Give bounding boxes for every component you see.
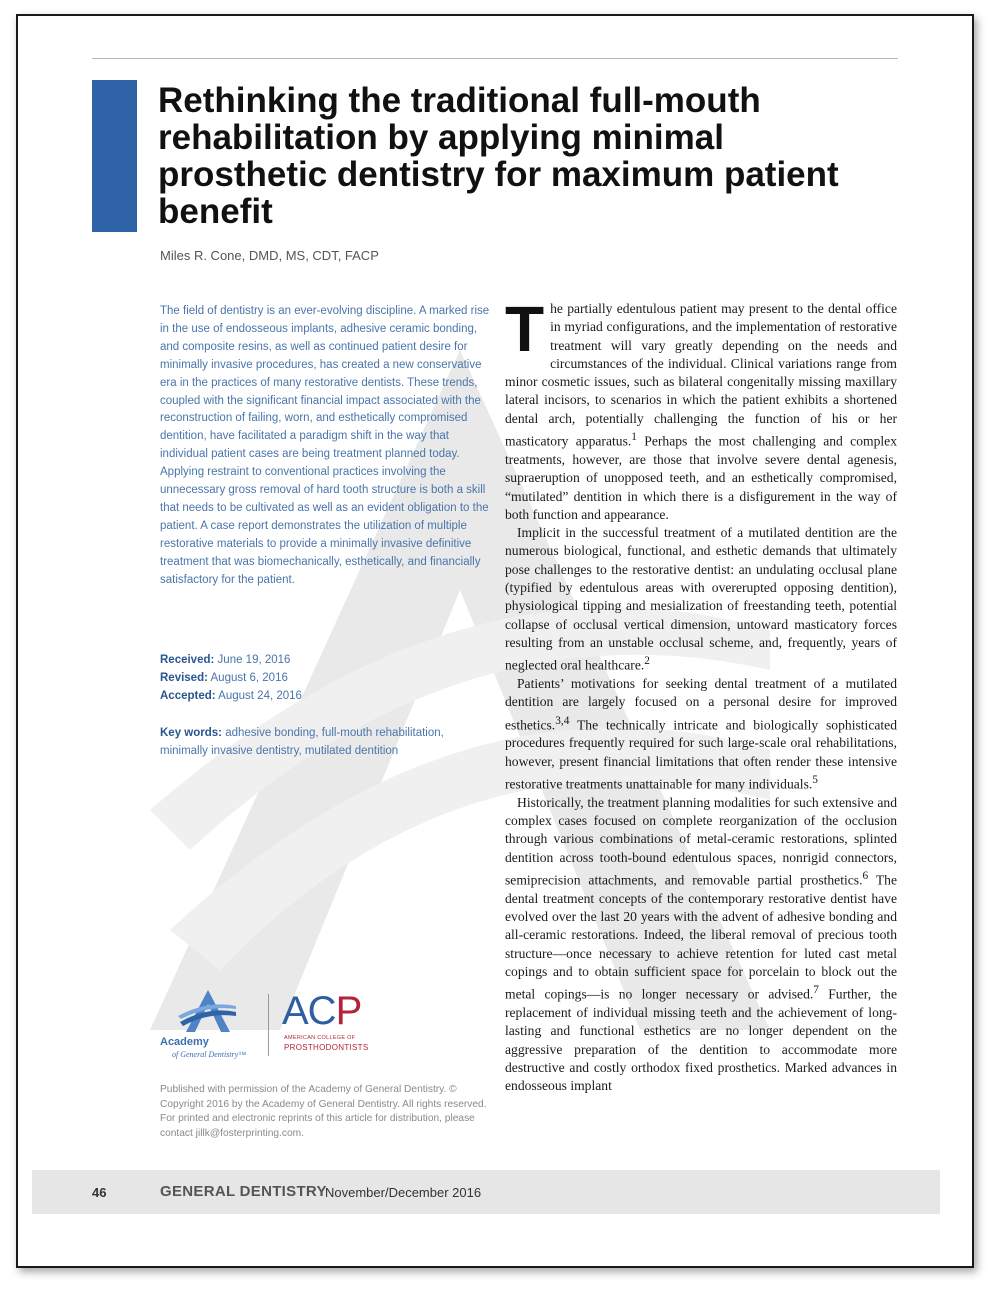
permission-notice: Published with permission of the Academy of General Dentistry. © Copyright 2016 by the Academy of General Dentistry. All rights reserved. For printed and electronic reprints of this article for distribution, please contact jillk@fosterprinting.com.: [160, 1084, 487, 1139]
article-author: Miles R. Cone, DMD, MS, CDT, FACP: [160, 248, 379, 263]
acp-line-2: PROSTHODONTISTS: [284, 1043, 369, 1052]
agd-a-icon: [178, 988, 238, 1033]
acp-line-1: AMERICAN COLLEGE OF: [284, 1035, 356, 1041]
body-paragraph-3: Patients’ motivations for seeking dental treatment of a mutilated dentition are largely focused on a personal desire for improved esthetics.$^{3,4}$ The technically intricate and biologically sophisticated procedures frequently required for such large-scale oral rehabilitations, however, present financial limitations that often render these intensive restorative treatments unattainable for many individuals.$^5$: [505, 676, 897, 792]
body-paragraph-1: The partially edentulous patient may present to the dental office in myriad configurations, and the implementation of restorative treatment will vary greatly depending on the needs and circumstances of the individual. Clinical variations range from minor cosmetic issues, such as bilateral congenitally missing maxillary lateral incisors, to scenarios in which the patient exhibits a shortened dental arch, potentially challenging the function of his or her masticatory apparatus.$^1$ Perhaps the most challenging and complex treatments, however, are those that involve severe dental agenesis, supraeruption of unopposed teeth, and an esthetically compromised, “mutilated” dentition in which there is a disfigurement in the way of both function and appearance.: [505, 293, 897, 522]
acp-letters: ACP: [282, 989, 362, 1033]
agd-logo: [160, 988, 270, 1068]
abstract: The field of dentistry is an ever-evolving discipline. A marked rise in the use of endosseous implants, adhesive ceramic bonding, and composite resins, as well as continued patient desire for minimally invasive procedures, has created a new conservative era in the practices of many restorative dentists. These trends, coupled with the significant financial impact associated with the reconstruction of failing, worn, and esthetically compromised dentition, have facilitated a paradigm shift in the way that individual patient cases are being treatment planned today. Applying restraint to conventional practices involving the unnecessary gross removal of hard tooth structure is both a skill that needs to be cultivated as well as an evident obligation to the patient. A case report demonstrates the utilization of multiple restorative materials to provide a minimally invasive definitive treatment that was biomechanically, esthetically, and financially satisfactory for the patient.: [160, 305, 490, 586]
logo-divider: [268, 994, 269, 1056]
journal-name: GENERAL DENTISTRY: [160, 1183, 327, 1200]
page-number: 46: [92, 1185, 107, 1200]
article-dates: [160, 651, 490, 705]
issue-date: November/December 2016: [325, 1185, 482, 1200]
agd-subtitle: of General Dentistry™: [172, 1050, 247, 1059]
revised-date: Revised: August 6, 2016: [160, 672, 288, 684]
body-text-column: [505, 293, 898, 1096]
agd-name: Academy: [160, 1036, 209, 1048]
drop-cap: T: [505, 293, 545, 365]
keywords: [160, 724, 490, 760]
acp-logo: [282, 988, 392, 1068]
body-paragraph-2: Implicit in the successful treatment of a mutilated dentition are the numerous biological, functional, and esthetic demands that ultimately pose challenges to the restorative dentist: an undulating occlusal plane (typified by edentulous areas with overerupted opposing dentition), physiological tipping and mesialization of freestanding teeth, potential collapse of occlusal vertical dimension, untoward masticatory forces resulting from an unstable occlusal scheme, and, frequently, years of neglected oral healthcare.$^2$: [505, 525, 897, 673]
accepted-date: Accepted: August 24, 2016: [160, 690, 302, 702]
title-accent-bar: [92, 80, 137, 232]
article-title: Rethinking the traditional full-mouth rehabilitation by applying minimal prosthetic dentistry for maximum patient benefit: [158, 81, 839, 231]
society-logos: [160, 988, 490, 1068]
top-rule: [92, 58, 898, 59]
received-date: Received: June 19, 2016: [160, 654, 291, 666]
keywords-label: Key words:: [160, 727, 222, 739]
keywords-text: adhesive bonding, full-mouth rehabilitation, minimally invasive dentistry, mutilated dentition: [160, 727, 444, 757]
body-paragraph-4: Historically, the treatment planning modalities for such extensive and complex cases focused on complete reorganization of the occlusion through various combinations of metal-ceramic restorations, splinted dentition across tooth-bound edentulous spaces, nonrigid connectors, semiprecision attachments, and removable partial prosthetics.$^6$ The dental treatment concepts of the contemporary restorative dentist have evolved over the last 20 years with the advent of adhesive bonding and all-ceramic restorations. Indeed, the liberal removal of precious tooth structure—once necessary to achieve retention for luted cast metal copings and to obtain sufficient space for porcelain to block out the metal copings—is no longer necessary or advised.$^7$ Further, the replacement of individual missing teeth and the achievement of long-lasting and functional esthetics are no longer dependent on the aggressive preparation of the dentition to accommodate more destructive and costly orthodox fixed prosthetics. Marked advances in endosseous implant: [505, 794, 898, 1094]
